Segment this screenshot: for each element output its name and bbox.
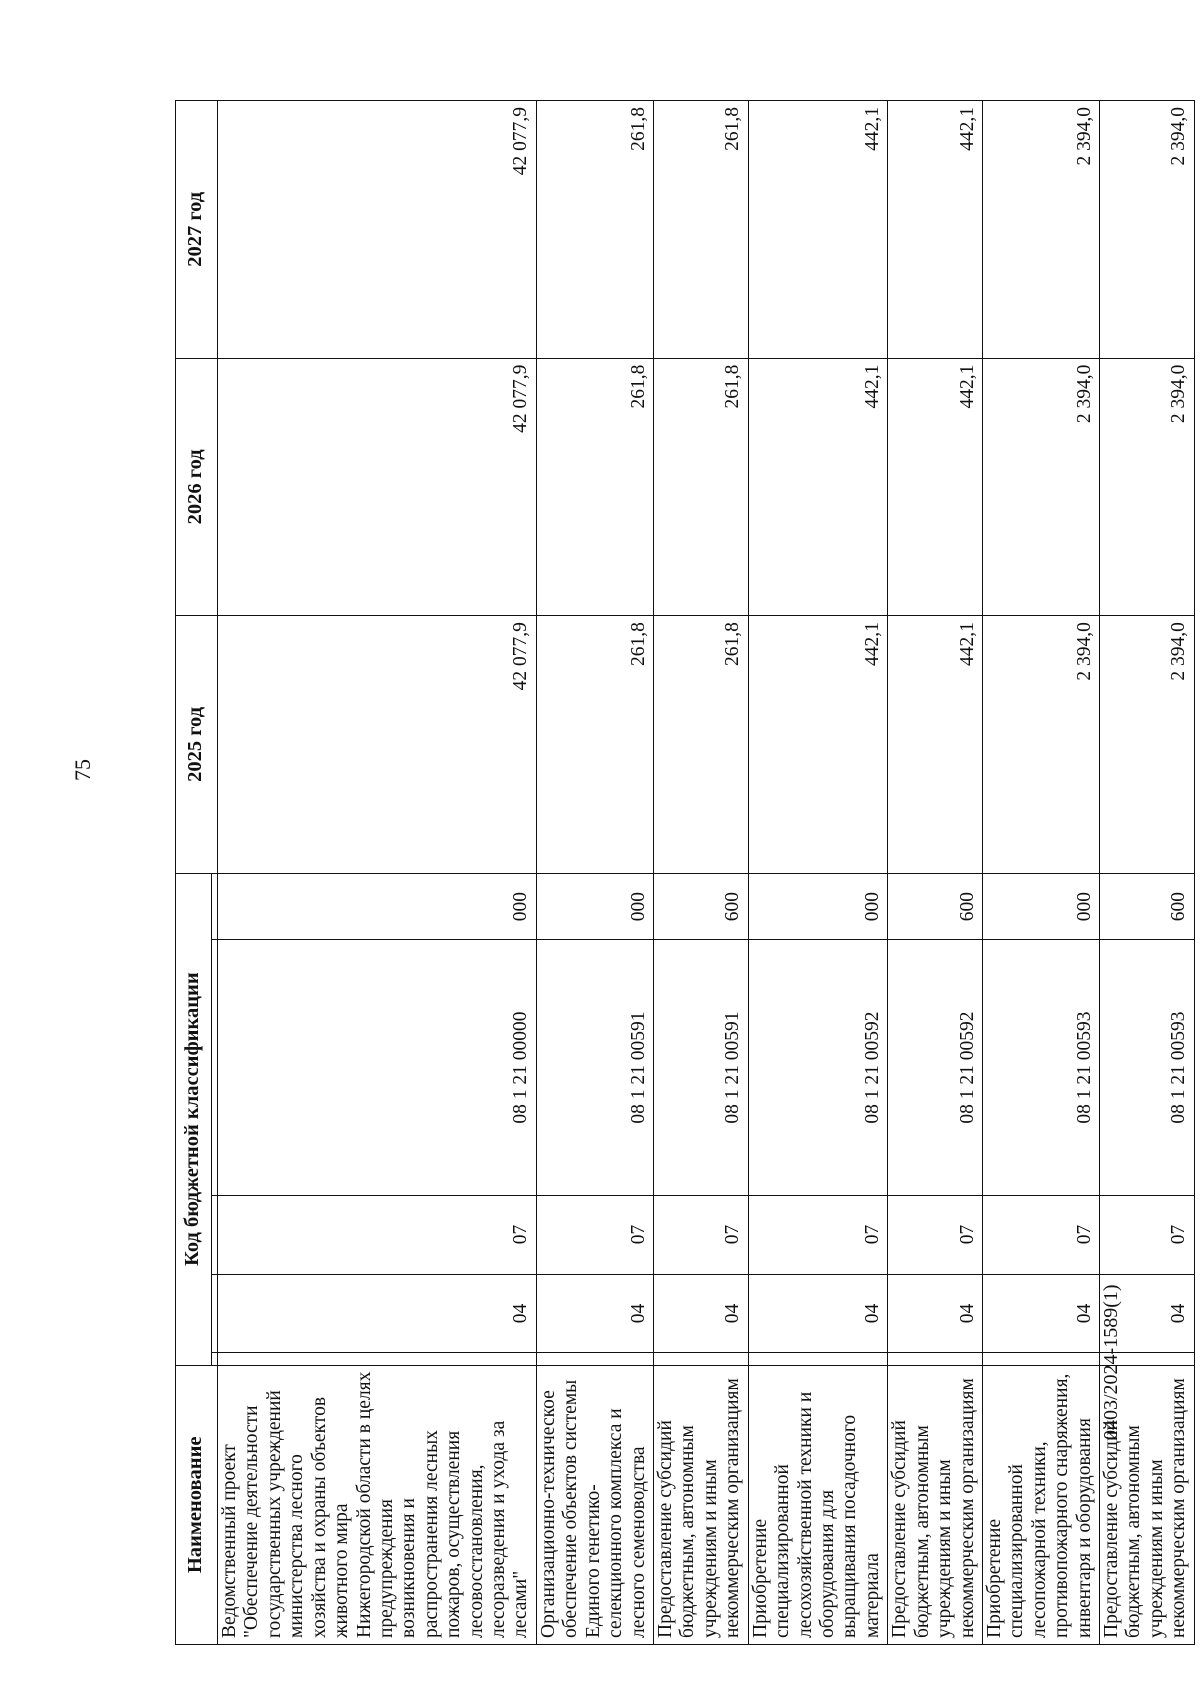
row-expense-type: 000 [218, 873, 537, 940]
row-2025: 2 394,0 [1100, 616, 1195, 874]
row-2026: 442,1 [748, 358, 888, 616]
row-target: 08 1 21 00592 [888, 940, 983, 1195]
row-expense-type: 600 [888, 873, 983, 940]
document-code: 0403/2024-1589(1) [1100, 1284, 1122, 1440]
row-target: 08 1 21 00592 [748, 940, 888, 1195]
row-target: 08 1 21 00591 [536, 940, 653, 1195]
row-2025: 261,8 [654, 616, 749, 874]
row-spacer [218, 1353, 537, 1365]
row-target: 08 1 21 00593 [982, 940, 1099, 1195]
header-2026: 2026 год [176, 358, 218, 616]
row-name: Приобретение специализированной лесопожарной техники, противопожарного снаряжения, инвентаря и оборудования [982, 1365, 1099, 1644]
row-section: 04 [218, 1274, 537, 1353]
row-2025: 42 077,9 [218, 616, 537, 874]
row-expense-type: 000 [982, 873, 1099, 940]
row-2025: 442,1 [748, 616, 888, 874]
row-target: 08 1 21 00591 [654, 940, 749, 1195]
row-spacer [888, 1353, 983, 1365]
row-name: Приобретение специализированной лесохозяйственной техники и оборудования для выращивания посадочного материала [748, 1365, 888, 1644]
row-2025: 261,8 [536, 616, 653, 874]
row-section: 04 [1100, 1274, 1195, 1353]
header-2027: 2027 год [176, 101, 218, 359]
row-subsection: 07 [654, 1195, 749, 1274]
row-name: Предоставление субсидий бюджетным, автономным учреждениям и иным некоммерческим организациям [888, 1365, 983, 1644]
row-expense-type: 000 [748, 873, 888, 940]
row-2026: 42 077,9 [218, 358, 537, 616]
budget-table [175, 100, 1195, 1645]
row-2026: 2 394,0 [1100, 358, 1195, 616]
table-row [982, 101, 1099, 1645]
row-expense-type: 600 [1100, 873, 1195, 940]
row-2025: 2 394,0 [982, 616, 1099, 874]
row-target: 08 1 21 00000 [218, 940, 537, 1195]
row-spacer [536, 1353, 653, 1365]
row-2026: 442,1 [888, 358, 983, 616]
table-row [654, 101, 749, 1645]
row-section: 04 [748, 1274, 888, 1353]
row-subsection: 07 [982, 1195, 1099, 1274]
row-name: Организационно-техническое обеспечение объектов системы Единого генетико-селекционного комплекса и лесного семеноводства [536, 1365, 653, 1644]
row-section: 04 [536, 1274, 653, 1353]
row-spacer [654, 1353, 749, 1365]
row-2025: 442,1 [888, 616, 983, 874]
row-2027: 261,8 [654, 101, 749, 359]
header-name: Наименование [176, 1365, 218, 1644]
table-row [218, 101, 537, 1645]
table-row [888, 101, 983, 1645]
row-section: 04 [982, 1274, 1099, 1353]
row-2027: 261,8 [536, 101, 653, 359]
row-subsection: 07 [888, 1195, 983, 1274]
table-header-row [176, 101, 212, 1645]
row-section: 04 [888, 1274, 983, 1353]
row-name: Предоставление субсидий бюджетным, автономным учреждениям и иным некоммерческим организациям [1100, 1365, 1195, 1644]
row-2026: 261,8 [654, 358, 749, 616]
table-row [748, 101, 888, 1645]
page-number: 75 [70, 759, 95, 781]
header-budget-code: Код бюджетной классификации [176, 873, 212, 1365]
row-section: 04 [654, 1274, 749, 1353]
row-2026: 2 394,0 [982, 358, 1099, 616]
row-subsection: 07 [748, 1195, 888, 1274]
row-name: Ведомственный проект "Обеспечение деятельности государственных учреждений министерства лесного хозяйства и охраны объектов животного мира Нижегородской области в целях предупреждения возникновения и распространения лесных пожаров, осуществления лесовосстановления, лесоразведения и ухода за лесами" [218, 1365, 537, 1644]
table-row [536, 101, 653, 1645]
row-2027: 442,1 [888, 101, 983, 359]
row-2027: 2 394,0 [1100, 101, 1195, 359]
row-2026: 261,8 [536, 358, 653, 616]
row-2027: 2 394,0 [982, 101, 1099, 359]
row-2027: 42 077,9 [218, 101, 537, 359]
row-subsection: 07 [1100, 1195, 1195, 1274]
header-2025: 2025 год [176, 616, 218, 874]
row-expense-type: 000 [536, 873, 653, 940]
row-name: Предоставление субсидий бюджетным, автономным учреждениям и иным некоммерческим организациям [654, 1365, 749, 1644]
row-expense-type: 600 [654, 873, 749, 940]
row-spacer [748, 1353, 888, 1365]
row-subsection: 07 [536, 1195, 653, 1274]
row-spacer [982, 1353, 1099, 1365]
row-subsection: 07 [218, 1195, 537, 1274]
row-2027: 442,1 [748, 101, 888, 359]
row-target: 08 1 21 00593 [1100, 940, 1195, 1195]
